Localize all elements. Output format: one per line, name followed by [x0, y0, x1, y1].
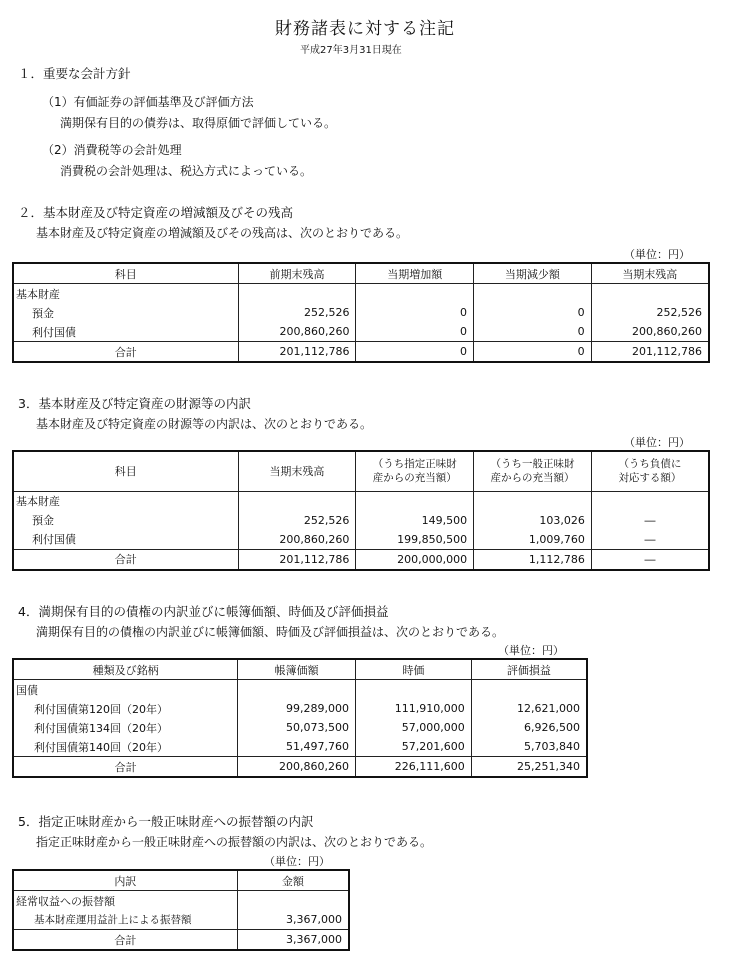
cell-value: 149,500	[356, 511, 474, 530]
section-3-unit: （単位：円）	[624, 436, 690, 449]
total-value: 201,112,786	[238, 342, 356, 363]
section-1-sub2-text: 消費税の会計処理は、税込方式によっている。	[60, 164, 313, 178]
category-label: 基本財産	[13, 491, 238, 511]
total-label: 合計	[13, 342, 238, 363]
header-line: （うち一般正味財	[490, 458, 575, 471]
table-row	[13, 680, 587, 700]
total-value: 0	[356, 342, 474, 363]
col-subject: 科目	[13, 451, 238, 491]
table-row	[13, 737, 587, 757]
table-row	[13, 303, 709, 322]
cell-value: 99,289,000	[238, 699, 356, 718]
total-value: 25,251,340	[471, 757, 587, 778]
section-4-heading: 4．満期保有目的の債権の内訳並びに帳簿価額、時価及び評価損益	[18, 604, 389, 619]
table-row	[13, 284, 709, 304]
cell-value: 200,860,260	[238, 322, 356, 342]
row-label: 利付国債	[13, 530, 238, 550]
section-5-heading: 5．指定正味財産から一般正味財産への振替額の内訳	[18, 814, 314, 829]
cell-value: 200,860,260	[238, 530, 356, 550]
cell-value: ―	[591, 530, 709, 550]
col-amount: 金額	[237, 870, 349, 891]
total-value: 0	[474, 342, 592, 363]
table-total-row	[13, 930, 349, 951]
cell-value: 50,073,500	[238, 718, 356, 737]
col-current-balance: 当期末残高	[591, 263, 709, 284]
table-row	[13, 511, 709, 530]
col-designated-net-assets	[356, 451, 474, 491]
cell-value: 0	[474, 303, 592, 322]
row-label: 預金	[13, 303, 238, 322]
col-increase: 当期増加額	[356, 263, 474, 284]
cell-value: 0	[474, 322, 592, 342]
table-total-row	[13, 342, 709, 363]
cell-value: 111,910,000	[356, 699, 472, 718]
cell-value: 199,850,500	[356, 530, 474, 550]
total-value: 226,111,600	[356, 757, 472, 778]
col-liabilities	[591, 451, 709, 491]
section-3-heading: 3．基本財産及び特定資産の財源等の内訳	[18, 396, 251, 411]
row-label: 利付国債第140回（20年）	[13, 737, 238, 757]
cell-value: 51,497,760	[238, 737, 356, 757]
total-value: 201,112,786	[591, 342, 709, 363]
row-label: 利付国債第134回（20年）	[13, 718, 238, 737]
cell-value: ―	[591, 511, 709, 530]
category-label: 基本財産	[13, 284, 238, 304]
table-header-row	[13, 659, 587, 680]
category-label: 国債	[13, 680, 238, 700]
header-line: 対応する額）	[618, 472, 682, 485]
cell-value: 252,526	[238, 511, 356, 530]
total-value: 1,112,786	[474, 549, 592, 570]
cell-value: 6,926,500	[471, 718, 587, 737]
category-label: 経常収益への振替額	[13, 891, 237, 911]
row-label: 預金	[13, 511, 238, 530]
table-total-row	[13, 757, 587, 778]
table-row	[13, 718, 587, 737]
col-book-value: 帳簿価額	[238, 659, 356, 680]
cell-value: 103,026	[474, 511, 592, 530]
table-row	[13, 322, 709, 342]
table-row	[13, 910, 349, 930]
row-label: 利付国債第120回（20年）	[13, 699, 238, 718]
cell-value: 57,201,600	[356, 737, 472, 757]
total-value: 3,367,000	[237, 930, 349, 951]
cell-value: 12,621,000	[471, 699, 587, 718]
col-market-value: 時価	[356, 659, 472, 680]
table-balance-changes	[12, 262, 710, 363]
header-line: （うち指定正味財	[372, 458, 457, 471]
table-funding-sources	[12, 450, 710, 571]
col-prior-balance: 前期末残高	[238, 263, 356, 284]
table-header-row	[13, 451, 709, 491]
cell-value: 3,367,000	[237, 910, 349, 930]
header-line: 産からの充当額）	[372, 472, 457, 485]
cell-value: 57,000,000	[356, 718, 472, 737]
section-2-text: 基本財産及び特定資産の増減額及びその残高は、次のとおりである。	[36, 226, 409, 240]
cell-value: 0	[356, 322, 474, 342]
table-transfers	[12, 869, 350, 951]
cell-value: 252,526	[591, 303, 709, 322]
col-general-net-assets	[474, 451, 592, 491]
section-5-text: 指定正味財産から一般正味財産への振替額の内訳は、次のとおりである。	[36, 835, 433, 849]
table-row	[13, 891, 349, 911]
col-breakdown: 内訳	[13, 870, 237, 891]
col-current-balance: 当期末残高	[238, 451, 356, 491]
col-valuation-gain: 評価損益	[471, 659, 587, 680]
col-type-issue: 種類及び銘柄	[13, 659, 238, 680]
header-line: 産からの充当額）	[490, 472, 575, 485]
table-total-row	[13, 549, 709, 570]
row-label: 利付国債	[13, 322, 238, 342]
total-value: 200,860,260	[238, 757, 356, 778]
row-label: 基本財産運用益計上による振替額	[13, 910, 237, 930]
table-held-to-maturity	[12, 658, 588, 778]
section-1-heading: １．重要な会計方針	[18, 66, 131, 81]
col-subject: 科目	[13, 263, 238, 284]
cell-value: 0	[356, 303, 474, 322]
cell-value: 1,009,760	[474, 530, 592, 550]
section-2-heading: ２．基本財産及び特定資産の増減額及びその残高	[18, 205, 294, 220]
total-label: 合計	[13, 757, 238, 778]
section-1-sub2-heading: （2）消費税等の会計処理	[42, 143, 182, 157]
table-row	[13, 699, 587, 718]
col-decrease: 当期減少額	[474, 263, 592, 284]
table-row	[13, 491, 709, 511]
total-value: ―	[591, 549, 709, 570]
total-value: 200,000,000	[356, 549, 474, 570]
cell-value: 200,860,260	[591, 322, 709, 342]
table-header-row	[13, 263, 709, 284]
section-1-sub1-text: 満期保有目的の債券は、取得原価で評価している。	[60, 116, 337, 130]
section-4-text: 満期保有目的の債権の内訳並びに帳簿価額、時価及び評価損益は、次のとおりである。	[36, 625, 505, 639]
cell-value: 5,703,840	[471, 737, 587, 757]
page-title: 財務諸表に対する注記	[275, 19, 455, 39]
total-value: 201,112,786	[238, 549, 356, 570]
section-4-unit: （単位：円）	[498, 644, 564, 657]
cell-value: 252,526	[238, 303, 356, 322]
header-line: （うち負債に	[618, 458, 682, 471]
section-2-unit: （単位：円）	[624, 248, 690, 261]
as-of-date: 平成27年3月31日現在	[300, 45, 402, 56]
table-row	[13, 530, 709, 550]
total-label: 合計	[13, 930, 237, 951]
total-label: 合計	[13, 549, 238, 570]
table-header-row	[13, 870, 349, 891]
section-5-unit: （単位：円）	[264, 855, 330, 868]
section-3-text: 基本財産及び特定資産の財源等の内訳は、次のとおりである。	[36, 417, 373, 431]
section-1-sub1-heading: （1）有価証券の評価基準及び評価方法	[42, 95, 254, 109]
